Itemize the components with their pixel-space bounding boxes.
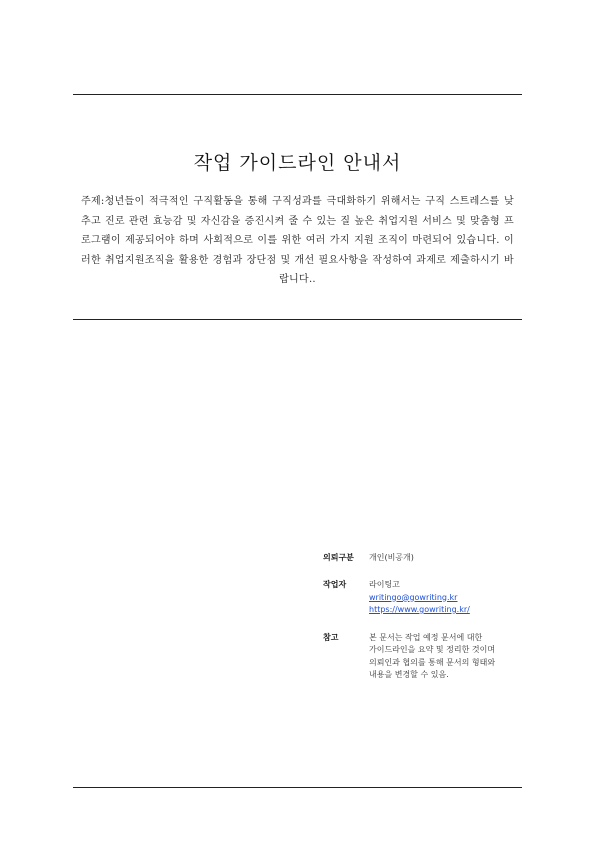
note-line: 가이드라인을 요약 및 정리한 것이며	[369, 645, 496, 654]
request-type-label: 의뢰구분	[323, 553, 354, 562]
middle-divider	[73, 319, 522, 320]
note-line: 내용을 변경할 수 있음.	[369, 670, 449, 679]
request-type-value: 개인(비공개)	[369, 553, 414, 562]
top-divider	[73, 94, 522, 95]
document-subject: 주제:청년들이 적극적인 구직활동을 통해 구직성과를 극대화하기 위해서는 구직 스트레스를 낮추고 진로 관련 효능감 및 자신감을 증진시켜 줄 수 있는 질 높은 취업지원 서비스 및 맞춤형 프로그램이 제공되어야 하며 사회적으로 이를 위한 여러 가지 지원 조직이 마련되어 있습니다. 이러한 취업지원조직을 활용한 경험과 장단점 및 개선 필요사항을 작성하여 과제로 제출하시기 바랍니다..	[81, 196, 514, 285]
document-meta	[323, 552, 533, 697]
note-line: 본 문서는 작업 예정 문서에 대한	[369, 632, 483, 642]
request-type-row	[323, 552, 533, 564]
author-email-link[interactable]: writingo@gowriting.kr	[369, 592, 458, 602]
author-website-link[interactable]: https://www.gowriting.kr/	[369, 605, 470, 614]
note-label: 참고	[323, 632, 339, 642]
author-row	[323, 579, 533, 617]
author-info	[369, 579, 533, 617]
note-row	[323, 632, 533, 682]
bottom-divider	[73, 787, 522, 788]
author-name: 라이팅고	[369, 580, 400, 589]
author-label: 작업자	[323, 580, 347, 589]
document-title: 작업 가이드라인 안내서	[193, 152, 402, 174]
note-text	[369, 632, 533, 682]
note-line: 의뢰인과 협의를 통해 문서의 형태와	[369, 657, 496, 667]
